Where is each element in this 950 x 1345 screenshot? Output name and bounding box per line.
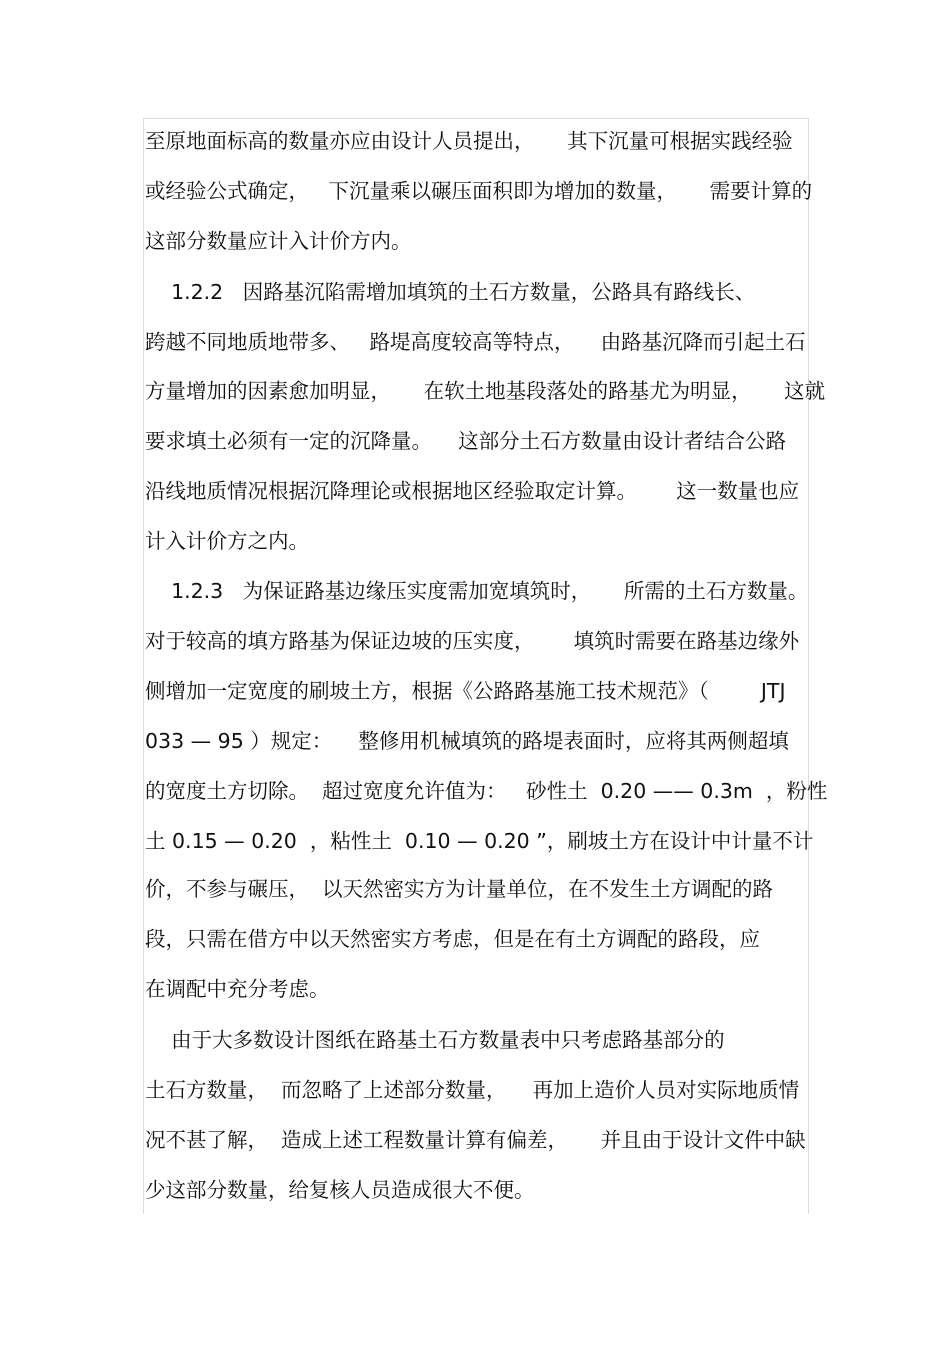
text-line: 段，只需在借方中以天然密实方考虑，但是在有土方调配的路段，应	[145, 927, 760, 951]
text-line: 跨越不同地质地带多、 路堤高度较高等特点， 由路基沉降而引起土石	[145, 330, 806, 354]
text-line: 要求填土必须有一定的沉降量。 这部分土石方数量由设计者结合公路	[145, 429, 787, 453]
text-line: 1.2.3 为保证路基边缘压实度需加宽填筑时， 所需的土石方数量。	[145, 579, 809, 603]
text-line: 033 — 95 ）规定： 整修用机械填筑的路堤表面时，应将其两侧超填	[145, 729, 789, 753]
text-line: 这部分数量应计入计价方内。	[145, 229, 412, 253]
text-line: 侧增加一定宽度的刷坡土方，根据《公路路基施工技术规范》（ JTJ	[145, 679, 786, 703]
text-line: 土 0.15 — 0.20 ，粘性土 0.10 — 0.20 ”，刷坡土方在设计中计量不计	[145, 829, 814, 853]
text-line: 在调配中充分考虑。	[145, 977, 330, 1001]
text-line: 1.2.2 因路基沉陷需增加填筑的土石方数量，公路具有路线长、	[145, 280, 756, 304]
text-line: 对于较高的填方路基为保证边坡的压实度， 填筑时需要在路基边缘外	[145, 629, 800, 653]
text-line: 价，不参与碾压， 以天然密实方为计量单位，在不发生土方调配的路	[145, 877, 774, 901]
text-line: 少这部分数量，给复核人员造成很大不便。	[145, 1178, 535, 1202]
text-line: 土石方数量， 而忽略了上述部分数量， 再加上造价人员对实际地质情	[145, 1078, 800, 1102]
text-line: 的宽度土方切除。 超过宽度允许值为： 砂性土 0.20 —— 0.3m ，粉性	[145, 779, 828, 803]
text-line: 方量增加的因素愈加明显， 在软土地基段落处的路基尤为明显， 这就	[145, 379, 826, 403]
text-line: 沿线地质情况根据沉降理论或根据地区经验取定计算。 这一数量也应	[145, 479, 800, 503]
text-line: 或经验公式确定， 下沉量乘以碾压面积即为增加的数量， 需要计算的	[145, 179, 813, 203]
text-line: 由于大多数设计图纸在路基土石方数量表中只考虑路基部分的	[145, 1028, 725, 1052]
text-line: 计入计价方之内。	[145, 529, 309, 553]
text-line: 至原地面标高的数量亦应由设计人员提出， 其下沉量可根据实践经验	[145, 129, 793, 153]
text-line: 况不甚了解， 造成上述工程数量计算有偏差， 并且由于设计文件中缺	[145, 1128, 806, 1152]
